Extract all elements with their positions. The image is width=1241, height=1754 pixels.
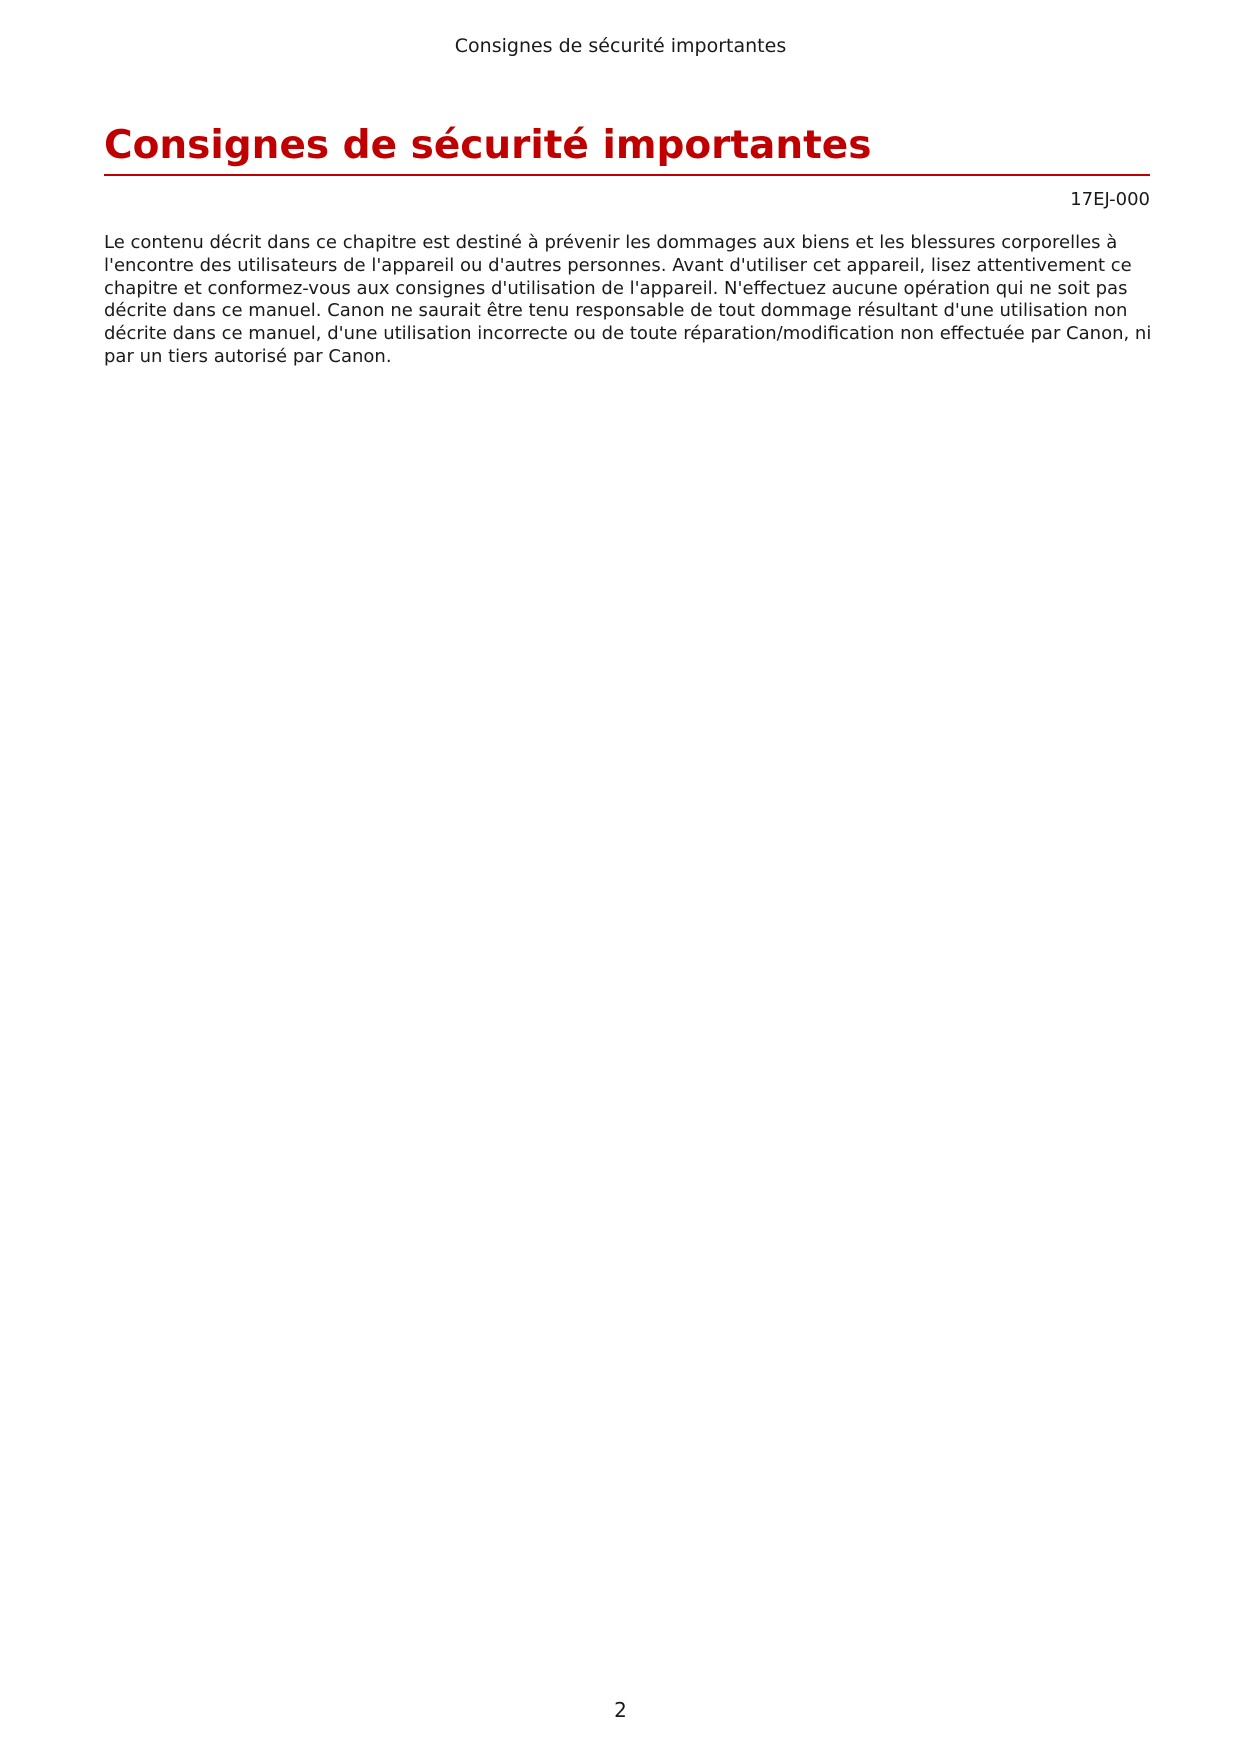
body-line: Le contenu décrit dans ce chapitre est destiné à prévenir les dommages aux biens et les blessures corporelles à bbox=[104, 232, 1118, 253]
body-line: l'encontre des utilisateurs de l'appareil ou d'autres personnes. Avant d'utiliser cet appareil, lisez attentivement ce bbox=[104, 254, 1132, 276]
title-divider bbox=[104, 174, 1150, 176]
body-line: par un tiers autorisé par Canon. bbox=[104, 345, 392, 367]
page-number: 2 bbox=[614, 1698, 627, 1722]
body-line: décrite dans ce manuel, d'une utilisation incorrecte ou de toute réparation/modification non effectuée par Canon, ni bbox=[104, 323, 1152, 345]
running-header: Consignes de sécurité importantes bbox=[454, 35, 787, 57]
document-id: 17EJ-000 bbox=[1070, 189, 1150, 210]
body-paragraph bbox=[104, 232, 1154, 369]
body-line: décrite dans ce manuel. Canon ne saurait être tenu responsable de tout dommage résultant d'une utilisation non bbox=[104, 300, 1128, 322]
body-line: chapitre et conformez-vous aux consignes d'utilisation de l'appareil. N'effectuez aucune opération qui ne soit pas bbox=[104, 277, 1128, 299]
page-title: Consignes de sécurité importantes bbox=[104, 123, 872, 168]
